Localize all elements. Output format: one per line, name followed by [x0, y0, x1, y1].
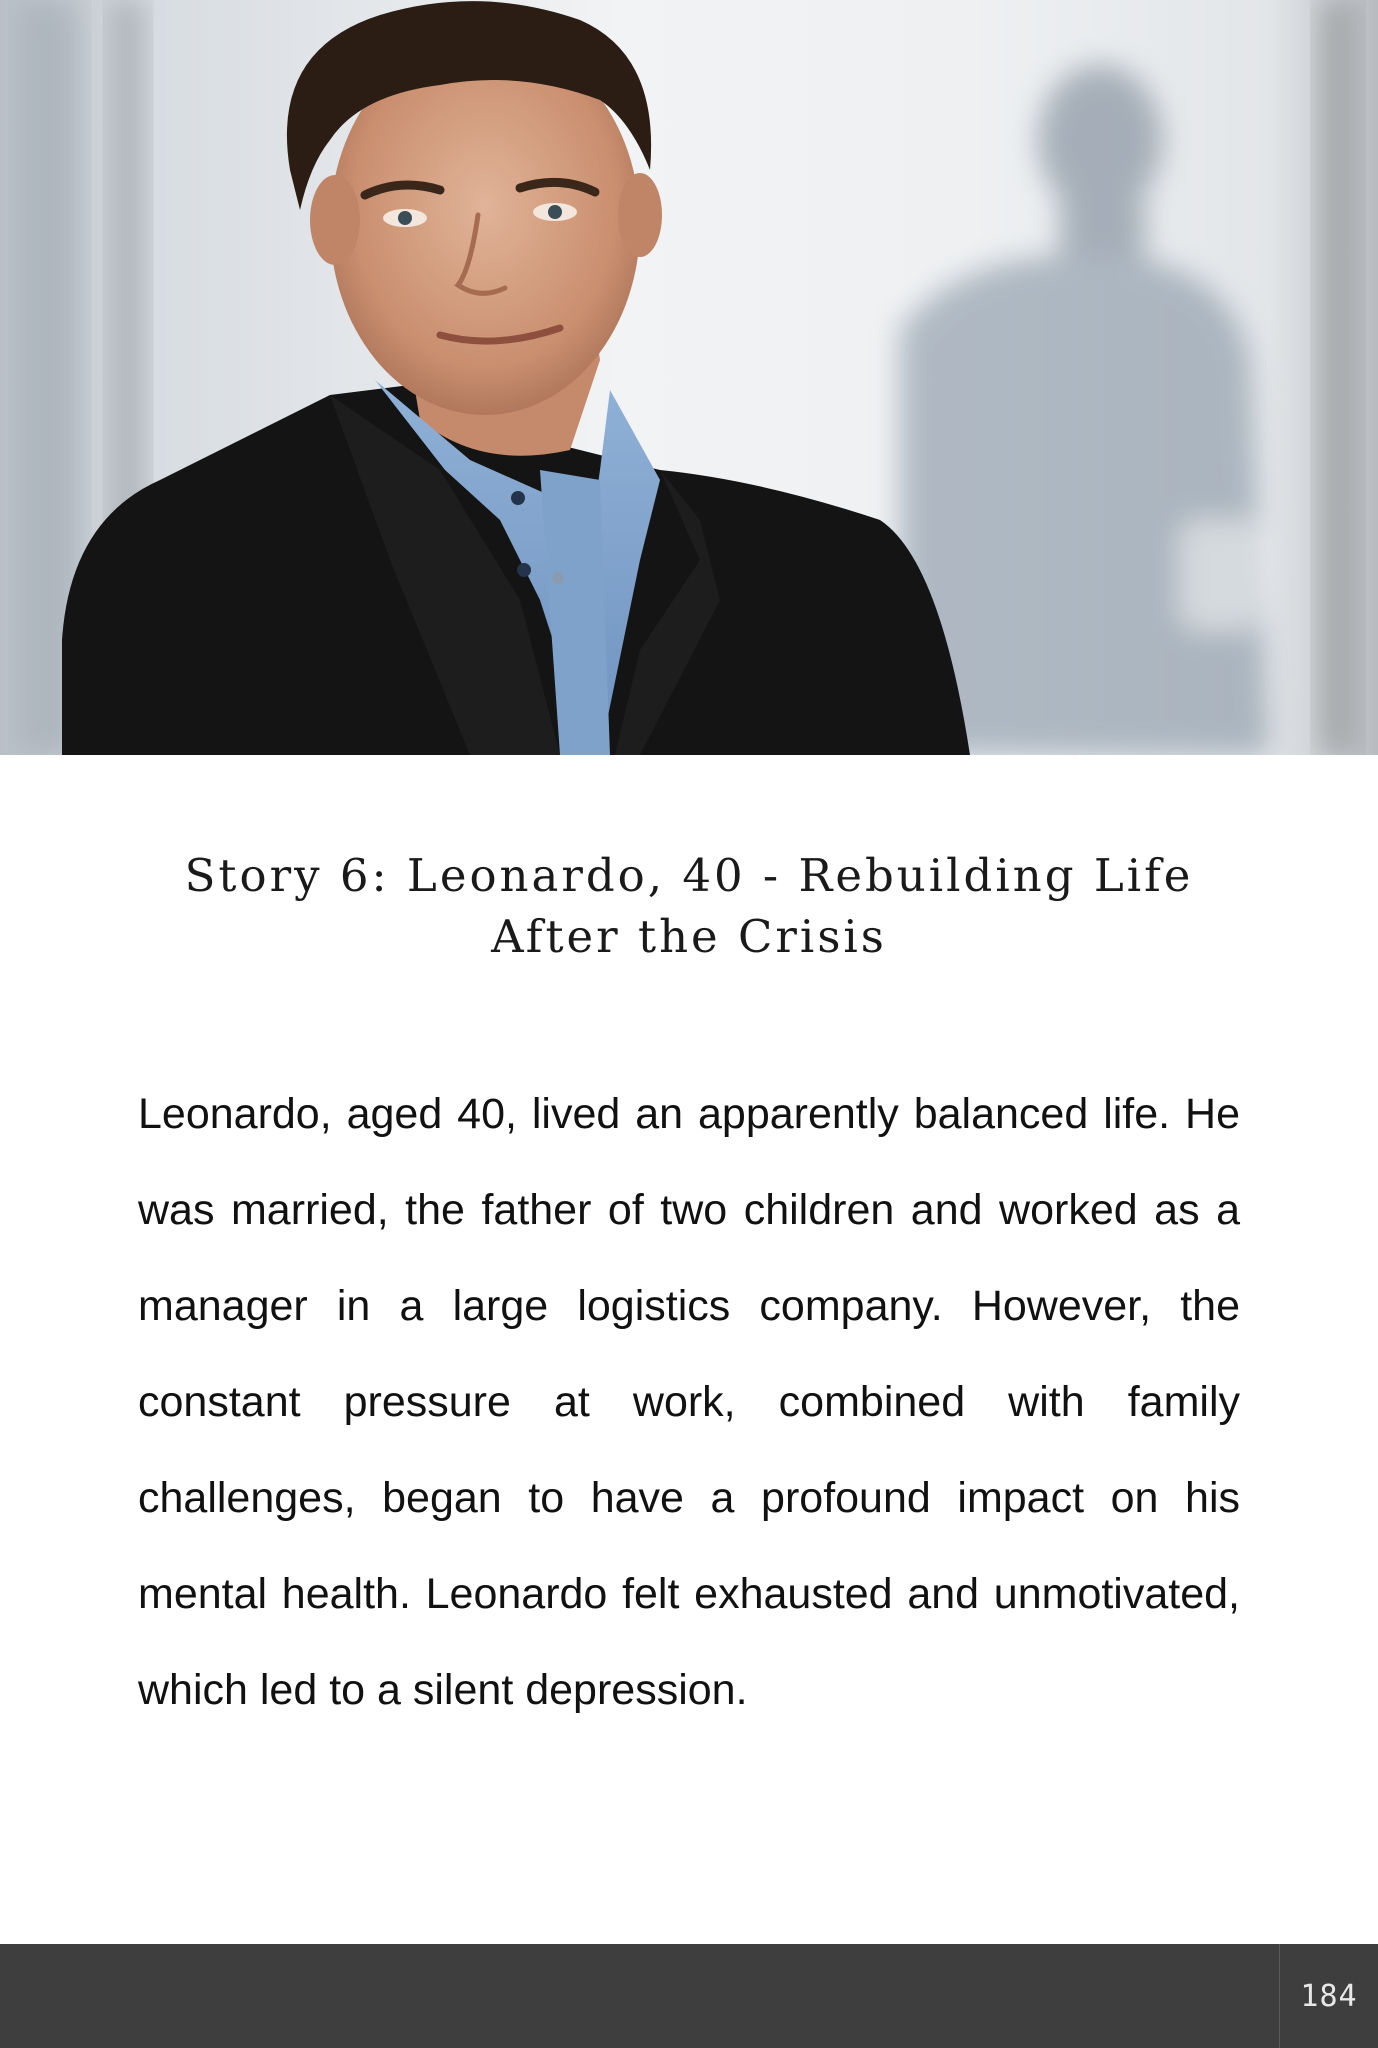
footer-bar — [0, 1944, 1378, 2048]
story-body-paragraph: Leonardo, aged 40, lived an apparently balanced life. He was married, the father of two children and worked as a manager in a large logistics company. However, the constant pressure at work, combined with family challenges, began to have a profound impact on his mental health. Leonardo felt exhausted and unmotivated, which led to a silent depression. — [138, 1090, 1240, 1714]
portrait-illustration — [0, 0, 1378, 755]
story-title — [140, 845, 1238, 967]
page-number: 184 — [1300, 1978, 1358, 2014]
portrait-photo — [0, 0, 1378, 755]
story-title-line-1: Story 6: Leonardo, 40 - Rebuilding Life — [184, 849, 1194, 902]
page-number-box — [1279, 1944, 1378, 2048]
story-title-line-2: After the Crisis — [491, 910, 887, 963]
